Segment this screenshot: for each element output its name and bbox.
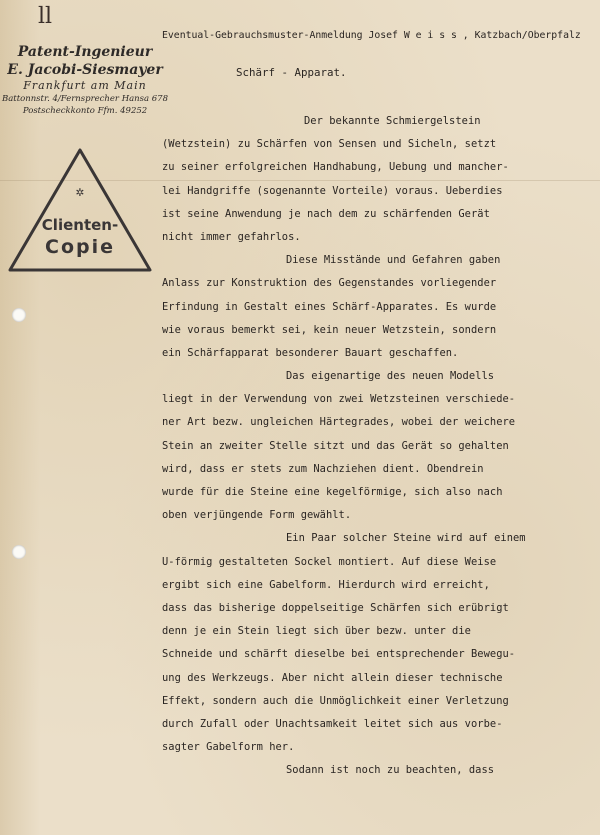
body-line: Erfindung in Gestalt eines Schärf-Apparates. Es wurde bbox=[162, 300, 497, 313]
application-header: Eventual-Gebrauchsmuster-Anmeldung Josef W e i s s , Katzbach/Oberpfalz bbox=[162, 30, 581, 41]
body-line: ergibt sich eine Gabelform. Hierdurch wird erreicht, bbox=[162, 578, 490, 591]
body-line: zu seiner erfolgreichen Handhabung, Uebung und mancher- bbox=[162, 161, 509, 174]
letterhead-postscheck: Postscheckkonto Ffm. 49252 bbox=[22, 106, 148, 116]
body-line: lei Handgriffe (sogenannte Vorteile) voraus. Ueberdies bbox=[162, 184, 503, 197]
body-line: durch Zufall oder Unachtsamkeit leitet sich aus vorbe- bbox=[162, 717, 503, 730]
body-line: oben verjüngende Form gewählt. bbox=[162, 509, 352, 522]
body-line: liegt in der Verwendung von zwei Wetzsteinen verschiede- bbox=[162, 393, 516, 406]
body-line: U-förmig gestalteten Sockel montiert. Auf diese Weise bbox=[162, 555, 497, 568]
document-body bbox=[162, 110, 598, 782]
document-subject: Schärf - Apparat. bbox=[236, 66, 347, 79]
letterhead-address: Battonnstr. 4/Fernsprecher Hansa 678 bbox=[1, 94, 169, 104]
body-line: (Wetzstein) zu Schärfen von Sensen und Sicheln, setzt bbox=[162, 138, 497, 151]
body-line: dass das bisherige doppelseitige Schärfen sich erübrigt bbox=[162, 601, 509, 614]
letterhead-city: Frankfurt am Main bbox=[23, 79, 147, 92]
body-line: wird, dass er stets zum Nachziehen dient. Obendrein bbox=[162, 462, 484, 475]
body-line: sagter Gabelform her. bbox=[162, 741, 295, 754]
letterhead-name: E. Jacobi-Siesmayer bbox=[7, 62, 163, 78]
letterhead-title: Patent-Ingenieur bbox=[17, 44, 153, 60]
body-line: Anlass zur Konstruktion des Gegenstandes vorliegender bbox=[162, 277, 497, 290]
body-line: ung des Werkzeugs. Aber nicht allein dieser technische bbox=[162, 671, 503, 684]
handwritten-corner-mark: ll bbox=[38, 4, 53, 29]
body-line: Das eigenartige des neuen Modells bbox=[286, 370, 495, 383]
body-line: ner Art bezw. ungleichen Härtegrades, wobei der weichere bbox=[162, 416, 516, 429]
letterhead bbox=[0, 44, 170, 117]
body-line: Ein Paar solcher Steine wird auf einem bbox=[286, 532, 526, 545]
stamp-label-line2: Copie bbox=[45, 236, 115, 258]
body-line: wie voraus bemerkt sei, kein neuer Wetzstein, sondern bbox=[162, 323, 497, 336]
client-copy-stamp bbox=[6, 146, 154, 274]
body-line: Effekt, sondern auch die Unmöglichkeit einer Verletzung bbox=[162, 694, 509, 707]
body-line: Der bekannte Schmiergelstein bbox=[304, 115, 481, 127]
body-line: Sodann ist noch zu beachten, dass bbox=[286, 764, 495, 777]
body-line: nicht immer gefahrlos. bbox=[162, 230, 301, 243]
body-line: wurde für die Steine eine kegelförmige, sich also nach bbox=[162, 486, 503, 498]
body-line: ein Schärfapparat besonderer Bauart geschaffen. bbox=[162, 346, 459, 359]
body-line: denn je ein Stein liegt sich über bezw. unter die bbox=[162, 625, 471, 638]
body-line: ist seine Anwendung je nach dem zu schärfenden Gerät bbox=[162, 207, 490, 220]
body-line: Schneide und schärft dieselbe bei entsprechender Bewegu- bbox=[162, 648, 516, 661]
punch-hole bbox=[12, 308, 26, 322]
star-icon: ✲ bbox=[75, 184, 85, 200]
punch-hole bbox=[12, 545, 26, 559]
body-line: Diese Misstände und Gefahren gaben bbox=[286, 254, 501, 267]
body-line: Stein an zweiter Stelle sitzt und das Gerät so gehalten bbox=[162, 439, 509, 452]
stamp-label-line1: Clienten- bbox=[41, 216, 119, 234]
